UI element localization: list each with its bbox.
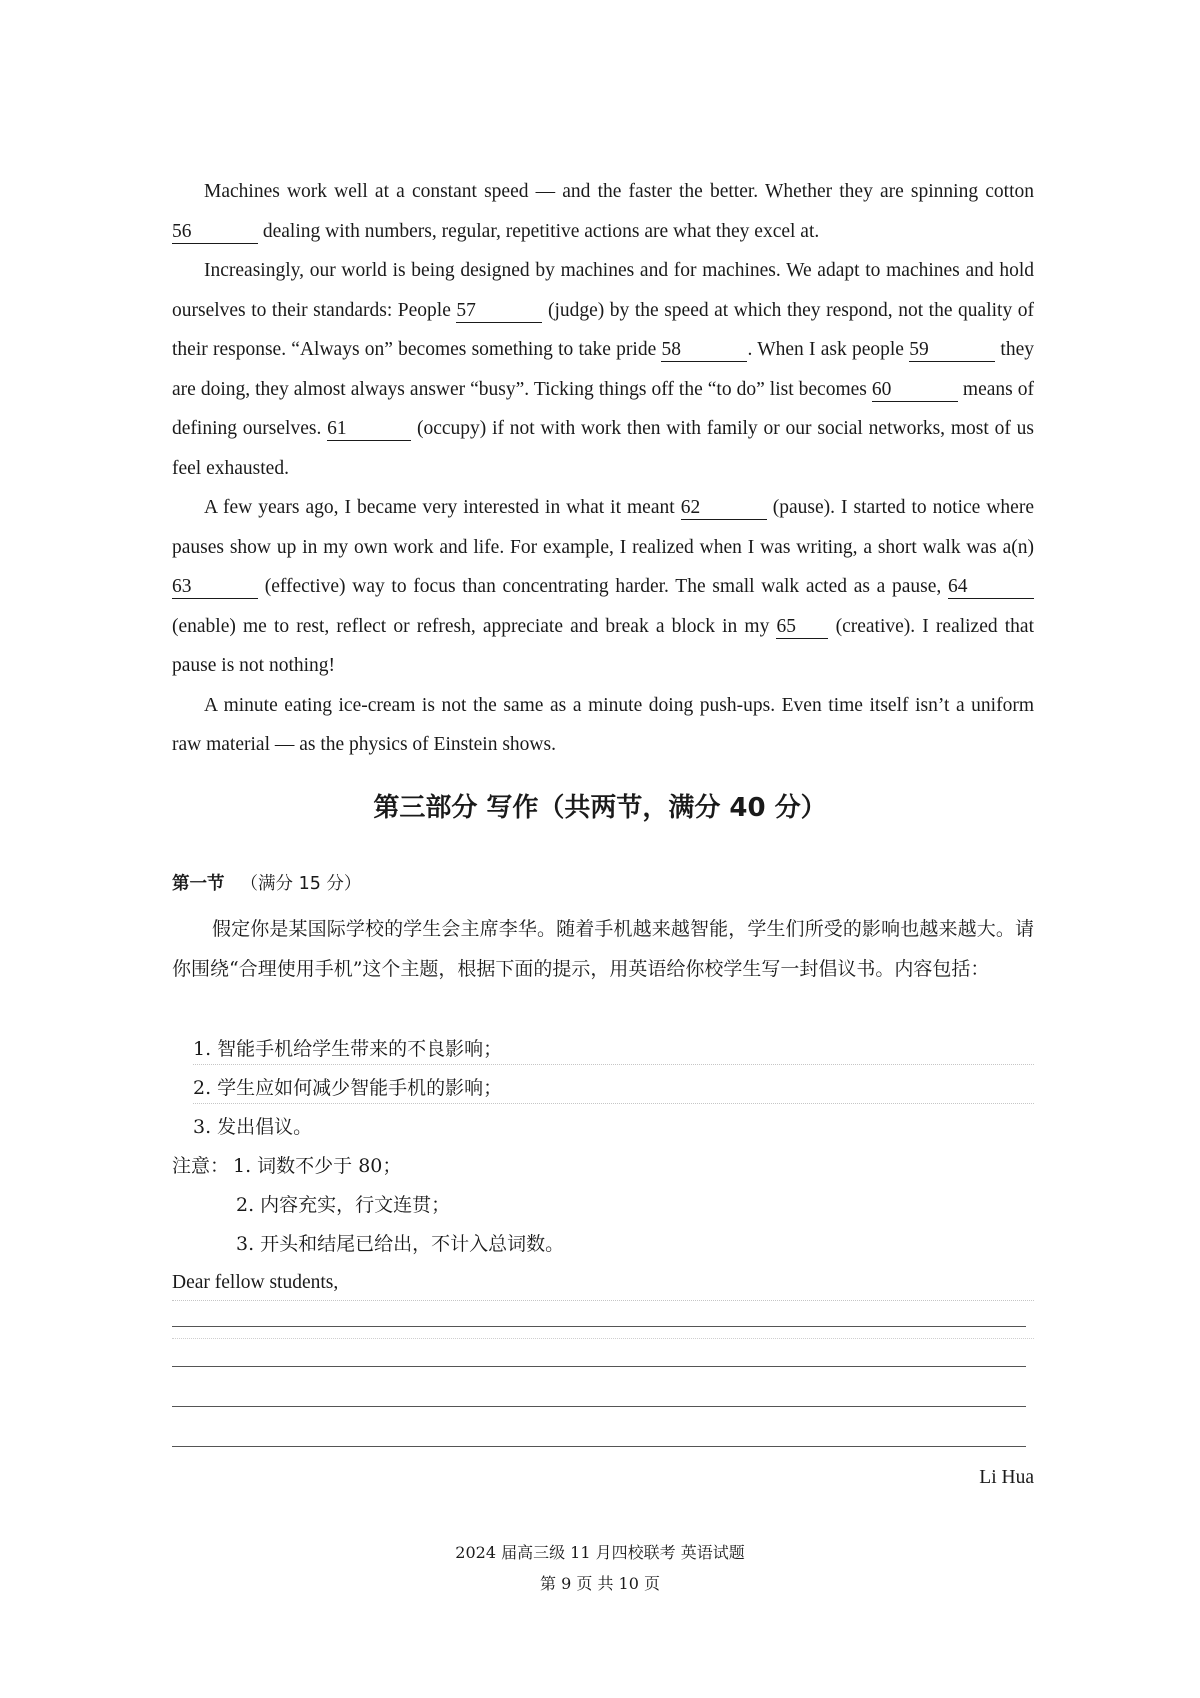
blank-63: 63 [172,575,258,599]
blank-65: 65 [776,615,828,639]
paragraph-2 [172,251,1034,488]
writing-line-4 [172,1446,1026,1447]
writing-line-2 [172,1366,1026,1367]
blank-59: 59 [909,338,995,362]
paragraph-3 [172,488,1034,686]
writing-line-3 [172,1406,1026,1407]
content-item-3: 3. 发出倡议。 [193,1116,313,1138]
text: . When I ask people [747,339,910,360]
text: (occupy) if not with work then with family or our social networks, most of us feel exhausted. [172,418,1034,479]
content-item-2: 2. 学生应如何减少智能手机的影响； [193,1073,1034,1104]
text: (pause). I started to notice where pauses show up in my own work and life. For example, I realized when I was writing, a short walk was a(n) [172,497,1034,558]
text: A few years ago, I became very interested in what it meant [204,497,681,518]
note-label: 注意： [172,1155,230,1177]
note-item-1: 1. 词数不少于 80； [233,1155,402,1177]
note-item-3: 3. 开头和结尾已给出，不计入总词数。 [236,1233,565,1255]
section-title: 第三部分 写作（共两节，满分 40 分） [373,793,827,823]
text: (enable) me to rest, reflect or refresh, appreciate and break a block in my [172,615,777,637]
note-item-2: 2. 内容充实，行文连贯； [236,1194,451,1216]
text: means of defining ourselves. [172,378,1034,439]
blank-60: 60 [872,378,958,402]
blank-56: 56 [172,220,258,244]
blank-62: 62 [681,496,767,520]
text: Increasingly, our world is being designed by machines and for machines. We adapt to machines and hold ourselves to their standards: People [172,260,1034,321]
sub-heading [172,870,1034,898]
writing-prompt: 假定你是某国际学校的学生会主席李华。随着手机越来越智能，学生们所受的影响也越来越大。请你围绕“合理使用手机”这个主题，根据下面的提示，用英语给你校学生写一封倡议书。内容包括： [172,918,1034,980]
blank-64: 64 [948,575,1034,599]
text: Machines work well at a constant speed — and the faster the better. Whether they are spinning cotton [204,181,1034,202]
paragraph-4: A minute eating ice-cream is not the same as a minute doing push-ups. Even time itself isn’t a uniform raw material — as the physics of Einstein shows. [172,694,1034,755]
blank-58: 58 [661,338,747,362]
content-item-1: 1. 智能手机给学生带来的不良影响； [193,1034,1034,1065]
text: (judge) by the speed at which they respond, not the quality of their response. “Always on” becomes something to take pride [172,299,1034,360]
text: they are doing, they almost always answer “busy”. Ticking things off the “to do” list becomes [172,339,1034,400]
reading-passage [172,172,1034,765]
signature: Li Hua [979,1467,1034,1488]
blank-57: 57 [456,299,542,323]
footer-page-number: 第 9 页 共 10 页 [540,1574,660,1593]
sub-heading-score: （满分 15 分） [240,874,362,894]
sub-heading-title: 第一节 [172,874,225,894]
footer-exam-title: 2024 届高三级 11 月四校联考 英语试题 [455,1543,745,1562]
text: (creative). I realized that pause is not nothing! [172,615,1034,676]
text: dealing with numbers, regular, repetitive actions are what they excel at. [258,220,820,242]
writing-line-1 [172,1326,1026,1327]
paragraph-1 [172,172,1034,251]
salutation: Dear fellow students, [172,1268,1034,1301]
dotted-guide [172,1338,1034,1339]
blank-61: 61 [327,417,411,441]
text: (effective) way to focus than concentrating harder. The small walk acted as a pause, [258,576,948,597]
